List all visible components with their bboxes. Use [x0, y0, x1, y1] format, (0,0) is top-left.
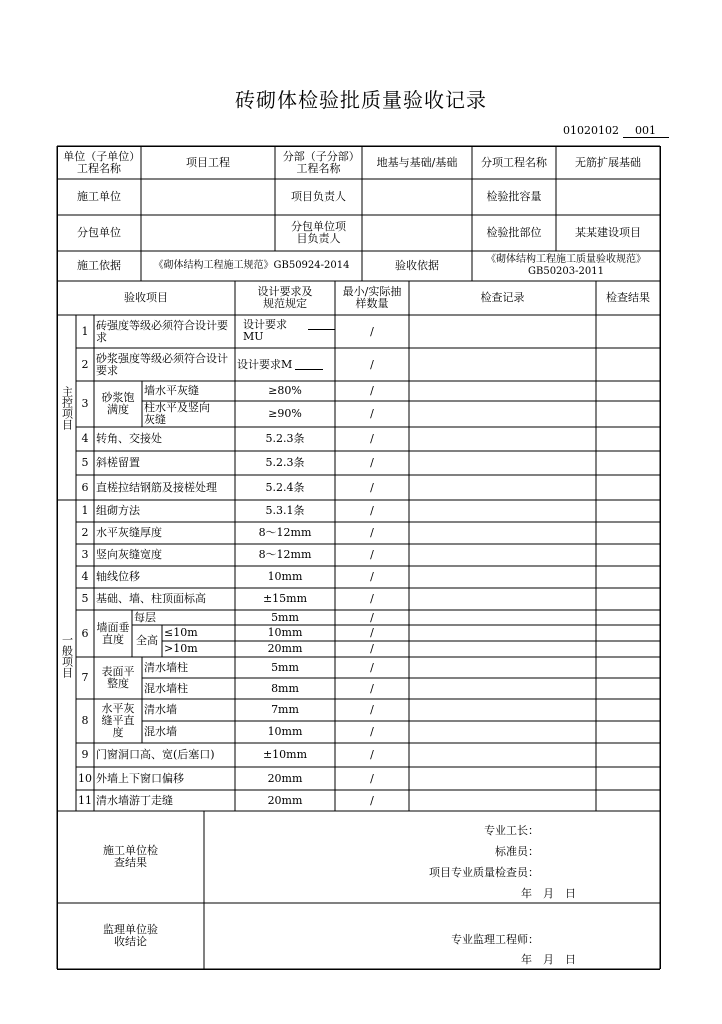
mc-req-1-text: 设计要求MU	[243, 318, 287, 343]
mc-sub-req-3a: ≥80%	[268, 384, 302, 397]
g-sub-req-6b: 10mm	[267, 626, 303, 639]
date2-label[interactable]: 年 月 日	[521, 953, 576, 966]
g-sub-sample-7b: /	[370, 681, 374, 695]
subcontractor-label: 分包单位	[77, 226, 121, 239]
mc-item-4: 转角、交接处	[96, 432, 162, 445]
mc-sample-1: /	[370, 324, 374, 338]
g-sub-sample-6a: /	[370, 610, 374, 624]
item-label: 分项工程名称	[481, 155, 547, 169]
mc-req-1-blank[interactable]	[308, 319, 335, 330]
g-no-4: 4	[81, 570, 89, 583]
unit-value[interactable]: 项目工程	[186, 155, 230, 169]
g-sample-9: /	[370, 748, 374, 761]
subsection-value[interactable]: 地基与基础/基础	[376, 155, 458, 169]
col-req: 设计要求及规范规定	[257, 285, 313, 310]
g-req-4: 10mm	[267, 570, 303, 583]
g-item-8: 水平灰缝平直度	[101, 702, 135, 739]
g-sub-sample-6b: /	[370, 626, 374, 639]
acceptance-label: 验收依据	[395, 259, 439, 272]
col-record: 检查记录	[480, 291, 525, 304]
capacity-label: 检验批容量	[486, 190, 542, 203]
mc-no-3: 3	[81, 397, 89, 410]
mc-item-6: 直槎拉结钢筋及接槎处理	[96, 480, 217, 494]
contractor-label: 施工单位	[77, 190, 121, 203]
item-value[interactable]: 无筋扩展基础	[575, 155, 641, 169]
g-req-1: 5.3.1条	[265, 504, 305, 517]
location-value[interactable]: 某某建设项目	[575, 226, 641, 239]
supervisor-label: 监理单位验收结论	[103, 923, 158, 948]
g-sub-sample-8a: /	[370, 703, 374, 716]
g-item-4: 轴线位移	[96, 570, 140, 583]
g-sample-10: /	[370, 771, 374, 785]
g-item-6: 墙面垂直度	[96, 620, 130, 646]
acceptance-value[interactable]: 《砌体结构工程施工质量验收规范》GB50203-2011	[486, 254, 646, 277]
col-item: 验收项目	[124, 291, 168, 304]
qc-label: 项目专业质量检查员：	[429, 866, 539, 879]
mc-sample-4: /	[370, 432, 374, 445]
page-title: 砖砌体检验批质量验收记录	[235, 88, 487, 112]
g-item-9: 门窗洞口高、宽(后塞口)	[96, 748, 215, 761]
g-sample-1: /	[370, 504, 374, 517]
location-label: 检验批部位	[486, 226, 542, 239]
g-sub-req-6a: 5mm	[271, 610, 299, 624]
g-sub-item-7a: 清水墙柱	[144, 660, 188, 674]
g-sub-item-6b: 全高	[136, 634, 158, 647]
mc-req-1	[235, 315, 335, 348]
g-no-6: 6	[81, 626, 89, 640]
contractor-result-label: 施工单位检查结果	[103, 844, 158, 869]
g-no-7: 7	[81, 671, 89, 684]
g-sub-req-8b: 10mm	[267, 725, 303, 738]
g-req-9: ±10mm	[262, 748, 308, 761]
pm-label: 项目负责人	[291, 190, 346, 203]
g-sample-5: /	[370, 592, 374, 605]
g-sub-req-7a: 5mm	[271, 660, 299, 674]
mc-item-1: 砖强度等级必须符合设计要求	[96, 318, 228, 344]
g-sub-sample-7a: /	[370, 660, 374, 674]
mc-item-2: 砂浆强度等级必须符合设计要求	[96, 351, 228, 377]
g-no-8: 8	[81, 714, 89, 727]
col-sample: 最小/实际抽样数量	[342, 285, 402, 310]
g-req-3: 8～12mm	[258, 548, 312, 561]
g-sub-item-8b: 混水墙	[144, 725, 177, 738]
g-item-1: 组砌方法	[96, 504, 140, 517]
g-sub-item-7b: 混水墙柱	[144, 681, 188, 695]
g-no-2: 2	[81, 526, 89, 539]
g-sample-4: /	[370, 570, 374, 583]
g-req-10: 20mm	[267, 771, 303, 785]
sub-pm-value[interactable]	[362, 215, 472, 251]
subsection-label: 分部（子分部）工程名称	[282, 149, 355, 175]
g-item-5: 基础、墙、柱顶面标高	[96, 592, 206, 605]
g-sub-req-8a: 7mm	[271, 703, 299, 716]
mc-item-3: 砂浆饱满度	[101, 391, 135, 416]
capacity-value[interactable]	[556, 179, 660, 215]
date-label[interactable]: 年 月 日	[521, 887, 576, 900]
g-no-11: 11	[78, 793, 92, 807]
inspector-label: 标准员：	[495, 845, 539, 858]
g-sub-cond-6b: ≤10m	[164, 626, 198, 639]
engineer-label: 专业监理工程师：	[451, 933, 539, 946]
mc-no-1: 1	[81, 324, 89, 338]
g-no-1: 1	[81, 504, 89, 517]
g-req-2: 8～12mm	[258, 526, 312, 539]
g-sub-cond-6c: >10m	[164, 642, 198, 655]
mc-sub-sample-3b: /	[370, 407, 374, 420]
sub-pm-label: 分包单位项目负责人	[291, 220, 346, 245]
g-no-5: 5	[81, 592, 89, 605]
mc-no-5: 5	[81, 456, 89, 469]
main-control-label: 主控项目	[60, 385, 74, 430]
basis-label: 施工依据	[77, 259, 121, 272]
g-no-3: 3	[81, 548, 89, 561]
g-sub-req-7b: 8mm	[271, 681, 299, 695]
mc-req-6: 5.2.4条	[265, 480, 305, 494]
mc-no-2: 2	[81, 357, 89, 371]
mc-sample-5: /	[370, 456, 374, 469]
mc-req-2-text: 设计要求M	[237, 357, 293, 371]
g-item-10: 外墙上下窗口偏移	[96, 771, 184, 785]
mc-req-5: 5.2.3条	[265, 456, 305, 469]
mc-sub-item-3a: 墙水平灰缝	[144, 384, 199, 397]
g-no-10: 10	[78, 771, 92, 785]
g-sample-11: /	[370, 793, 374, 807]
general-label: 一般项目	[60, 633, 74, 678]
pm-value[interactable]	[362, 179, 472, 215]
g-sample-3: /	[370, 548, 374, 561]
g-item-2: 水平灰缝厚度	[96, 526, 162, 539]
g-sub-req-6c: 20mm	[267, 642, 303, 655]
g-req-11: 20mm	[267, 793, 303, 807]
g-item-3: 竖向灰缝宽度	[96, 548, 162, 561]
g-sub-item-6a: 每层	[134, 610, 156, 624]
g-item-7: 表面平整度	[101, 665, 135, 690]
basis-value[interactable]: 《砌体结构工程施工规范》GB50924-2014	[153, 260, 350, 271]
g-no-9: 9	[81, 748, 89, 761]
mc-sample-2: /	[370, 357, 374, 371]
unit-label: 单位（子单位）工程名称	[63, 149, 135, 175]
mc-req-4: 5.2.3条	[265, 432, 305, 445]
mc-no-6: 6	[81, 480, 89, 494]
subcontractor-value[interactable]	[141, 215, 275, 251]
g-item-11: 清水墙游丁走缝	[96, 793, 173, 807]
g-sub-sample-8b: /	[370, 725, 374, 738]
mc-req-2-blank[interactable]	[295, 359, 323, 370]
mc-sub-item-3b: 柱水平及竖向灰缝	[144, 401, 210, 426]
foreman-label: 专业工长：	[484, 824, 539, 837]
mc-req-2	[235, 348, 335, 381]
g-sub-sample-6c: /	[370, 642, 374, 655]
g-sub-item-8a: 清水墙	[144, 703, 177, 716]
serial-no: 001	[623, 125, 669, 138]
mc-sample-6: /	[370, 480, 374, 494]
g-req-5: ±15mm	[262, 592, 308, 605]
col-result: 检查结果	[606, 291, 650, 304]
contractor-value[interactable]	[141, 179, 275, 215]
mc-sub-req-3b: ≥90%	[268, 407, 302, 420]
g-sample-2: /	[370, 526, 374, 539]
serial-code: 01020102	[563, 124, 619, 137]
mc-sub-sample-3a: /	[370, 384, 374, 397]
mc-no-4: 4	[81, 432, 89, 445]
mc-item-5: 斜槎留置	[96, 456, 140, 469]
